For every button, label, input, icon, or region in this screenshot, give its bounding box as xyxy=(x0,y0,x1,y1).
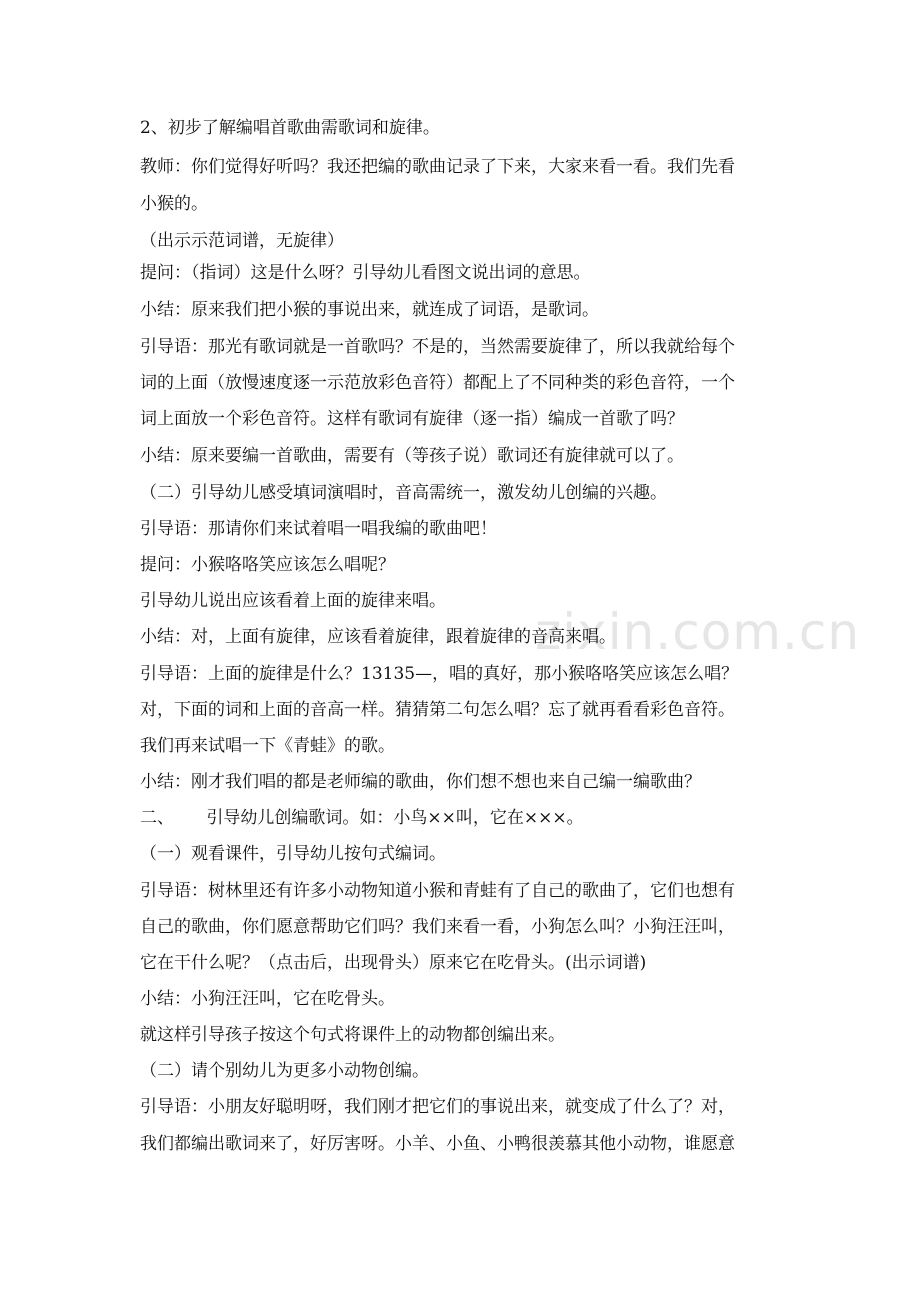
text-line: 自己的歌曲，你们愿意帮助它们吗？我们来看一看，小狗怎么叫？小狗汪汪叫， xyxy=(140,917,735,937)
text-line: 教师：你们觉得好听吗？我还把编的歌曲记录了下来，大家来看一看。我们先看 xyxy=(140,157,735,177)
text-line: 小结：原来要编一首歌曲，需要有（等孩子说）歌词还有旋律就可以了。 xyxy=(140,446,684,466)
text-line: 二、 引导幼儿创编歌词。如：小鸟××叫，它在×××。 xyxy=(140,808,584,828)
text-line: 引导语：上面的旋律是什么？13135—，唱的真好，那小猴咯咯笑应该怎么唱？ xyxy=(140,664,739,684)
text-line: 就这样引导孩子按这个句式将课件上的动物都创编出来。 xyxy=(140,1025,565,1045)
text-line: 引导语：树林里还有许多小动物知道小猴和青蛙有了自己的歌曲了，它们也想有 xyxy=(140,881,735,901)
text-line: 我们都编出歌词来了，好厉害呀。小羊、小鱼、小鸭很羡慕其他小动物，谁愿意 xyxy=(140,1134,735,1154)
text-line: 我们再来试唱一下《青蛙》的歌。 xyxy=(140,736,395,756)
text-line: （出示示范词谱，无旋律） xyxy=(140,231,344,251)
text-line: （二）请个别幼儿为更多小动物创编。 xyxy=(140,1061,429,1081)
watermark: zixin.com.cn xyxy=(535,603,861,661)
text-line: 提问：（指词）这是什么呀？引导幼儿看图文说出词的意思。 xyxy=(140,263,591,283)
text-line: 2、初步了解编唱首歌曲需歌词和旋律。 xyxy=(140,118,440,138)
text-line: 词上面放一个彩色音符。这样有歌词有旋律（逐一指）编成一首歌了吗？ xyxy=(140,409,684,429)
text-line: 对，下面的词和上面的音高一样。猜猜第二句怎么唱？忘了就再看看彩色音符。 xyxy=(140,700,735,720)
text-line: 引导语：那请你们来试着唱一唱我编的歌曲吧！ xyxy=(140,519,497,539)
text-line: 引导语：小朋友好聪明呀，我们刚才把它们的事说出来，就变成了什么了？对， xyxy=(140,1097,735,1117)
text-line: 引导语：那光有歌词就是一首歌吗？不是的，当然需要旋律了，所以我就给每个 xyxy=(140,337,735,357)
text-line: 小结：对，上面有旋律，应该看着旋律，跟着旋律的音高来唱。 xyxy=(140,627,616,647)
text-line: 小结：小狗汪汪叫，它在吃骨头。 xyxy=(140,989,395,1009)
text-line: 引导幼儿说出应该看着上面的旋律来唱。 xyxy=(140,591,446,611)
text-line: （一）观看课件，引导幼儿按句式编词。 xyxy=(140,844,446,864)
text-line: 词的上面（放慢速度逐一示范放彩色音符）都配上了不同种类的彩色音符，一个 xyxy=(140,373,735,393)
text-line: 小结：刚才我们唱的都是老师编的歌曲，你们想不想也来自己编一编歌曲？ xyxy=(140,772,701,792)
text-line: 提问：小猴咯咯笑应该怎么唱呢？ xyxy=(140,555,395,575)
text-line: 小结：原来我们把小猴的事说出来，就连成了词语，是歌词。 xyxy=(140,300,599,320)
text-line: 小猴的。 xyxy=(140,194,208,214)
text-line: 它在干什么呢？（点击后，出现骨头）原来它在吃骨头。(出示词谱) xyxy=(140,953,647,973)
text-line: （二）引导幼儿感受填词演唱时，音高需统一，激发幼儿创编的兴趣。 xyxy=(140,483,667,503)
